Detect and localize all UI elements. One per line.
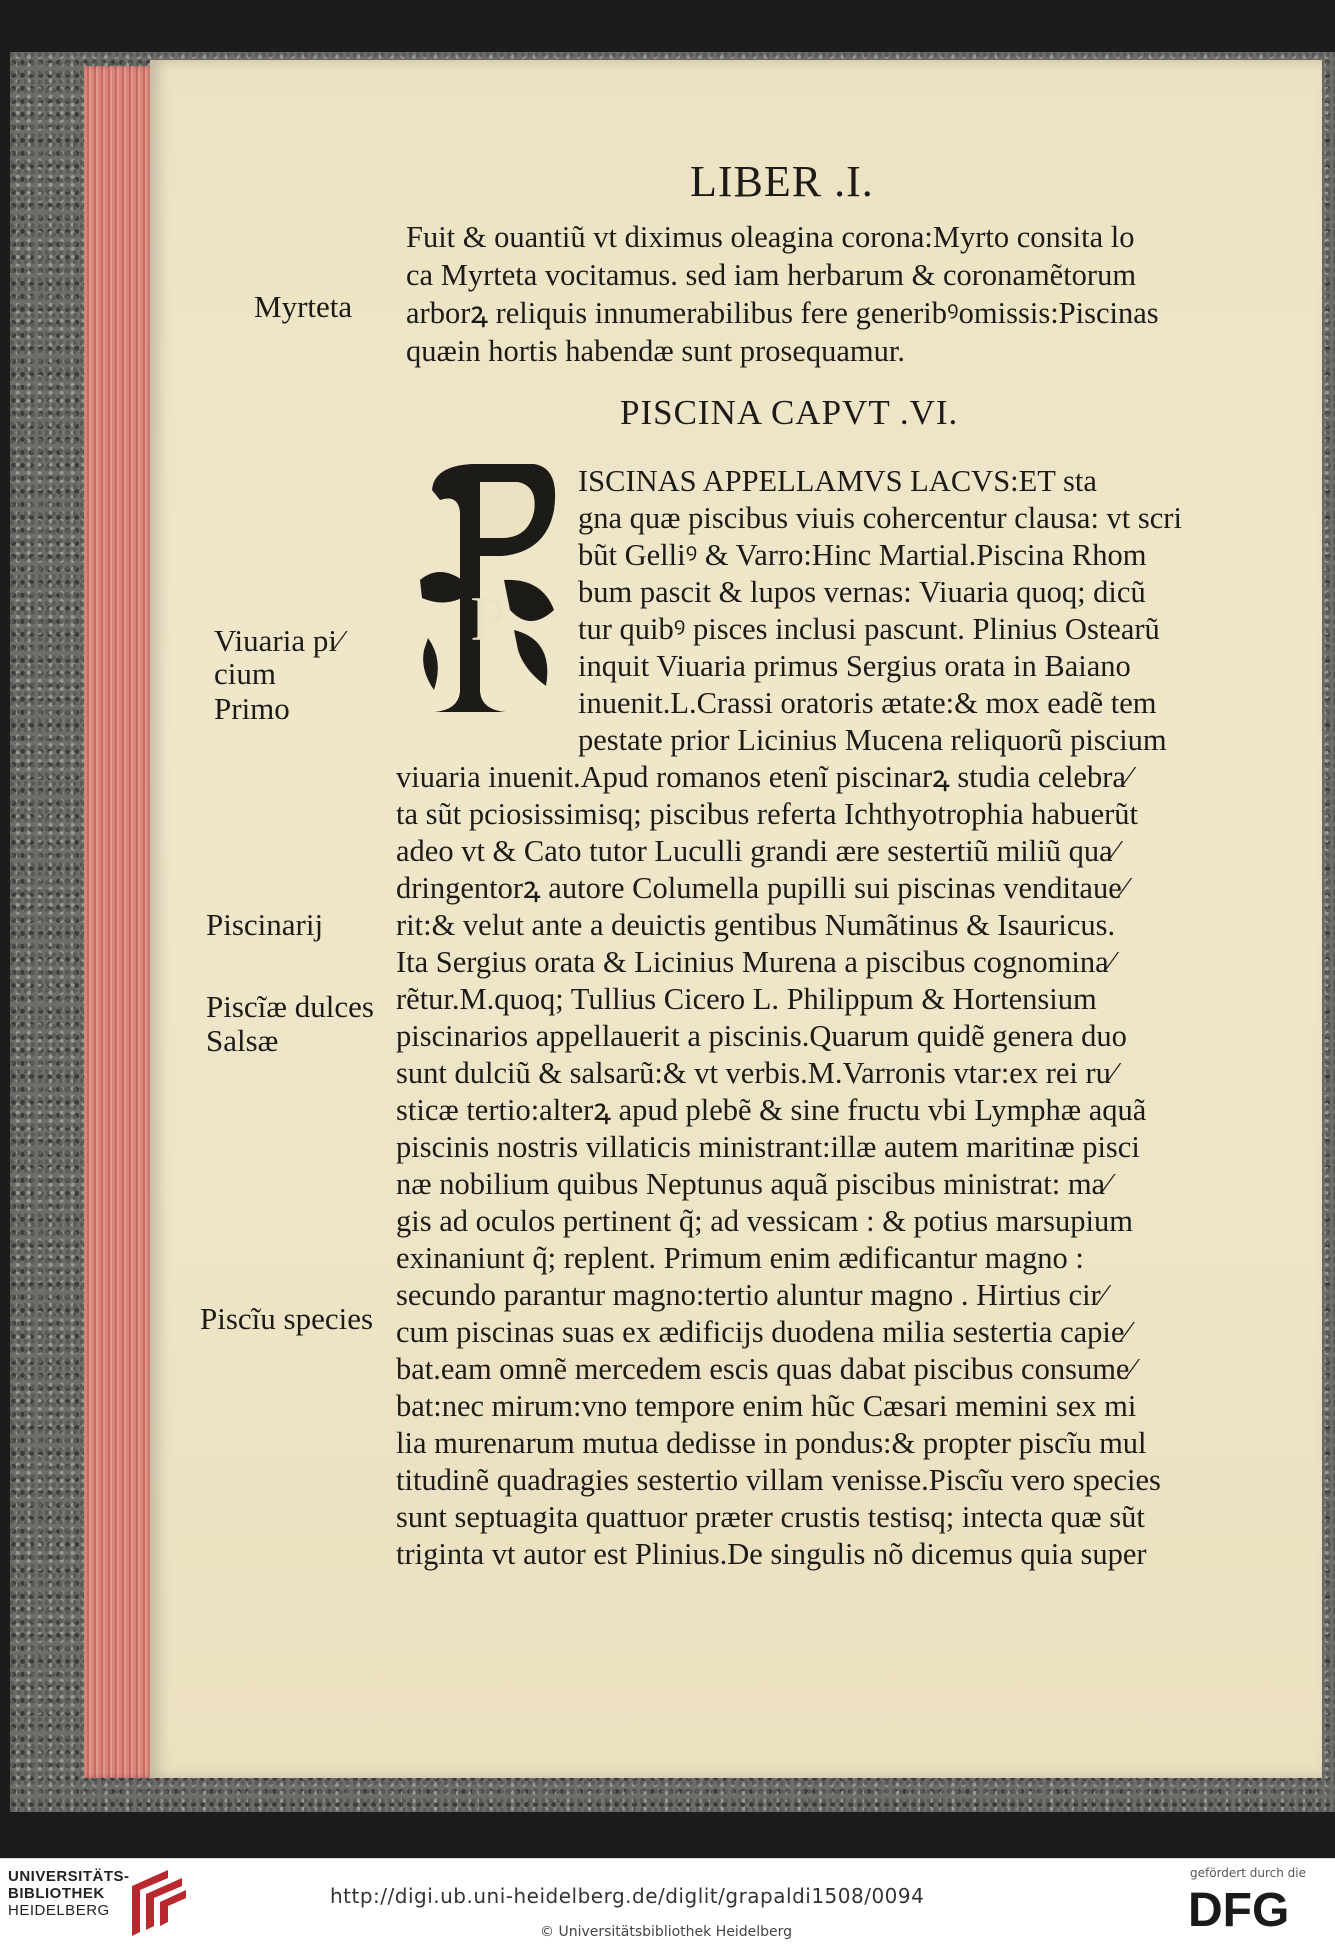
body-line: dringentorꝝ autore Columella pupilli sui piscinas venditaue⁄ xyxy=(396,871,1127,905)
body-line: bat.eam omnẽ mercedem escis quas dabat piscibus consume⁄ xyxy=(396,1352,1135,1386)
body-line: secundo parantur magno:tertio aluntur magno . Hirtius cir⁄ xyxy=(396,1278,1106,1312)
body-line: tur quibꝰ pisces inclusi pascunt. Plinius Ostearũ xyxy=(578,612,1160,646)
drop-cap-text: P xyxy=(470,583,506,654)
body-line: triginta vt autor est Plinius.De singulis nõ dicemus quia super xyxy=(396,1537,1147,1571)
permalink-url[interactable]: http://digi.ub.uni-heidelberg.de/diglit/grapaldi1508/0094 xyxy=(330,1884,925,1908)
body-line: rit:& velut ante a deuictis gentibus Numãtinus & Isauricus. xyxy=(396,908,1116,942)
body-line: næ nobilium quibus Neptunus aquã piscibus ministrat: ma⁄ xyxy=(396,1167,1111,1201)
body-line: inquit Viuaria primus Sergius orata in Baiano xyxy=(578,649,1131,683)
library-logo-icon xyxy=(128,1866,190,1938)
body-line: bat:nec mirum:vno tempore enim hũc Cæsari memini sex mi xyxy=(396,1389,1137,1423)
library-name-line: UNIVERSITÄTS- xyxy=(8,1868,130,1885)
intro-line: quæin hortis habendæ sunt prosequamur. xyxy=(406,334,905,368)
body-line: bum pascit & lupos vernas: Viuaria quoq; dicũ xyxy=(578,575,1146,609)
chapter-title: PISCINA CAPVT .VI. xyxy=(620,393,959,432)
copyright-notice: © Universitätsbibliothek Heidelberg xyxy=(540,1924,793,1940)
body-line: ta sũt pciosissimisq; piscibus referta Ichthyotrophia habuerũt xyxy=(396,797,1139,831)
body-line: adeo vt & Cato tutor Luculli grandi ære sestertiũ miliũ qua⁄ xyxy=(396,834,1118,868)
body-line: sunt dulciũ & salsarũ:& vt verbis.M.Varronis vtar:ex rei ru⁄ xyxy=(396,1056,1117,1090)
dfg-logo-icon xyxy=(1188,1884,1316,1932)
margin-note-viuaria: Viuaria pi⁄ xyxy=(214,623,343,658)
body-line: sunt septuagita quattuor præter crustis testisq; intecta quæ sũt xyxy=(396,1500,1145,1534)
body-line: rẽtur.M.quoq; Tullius Cicero L. Philippum & Hortensium xyxy=(396,982,1097,1016)
dfg-logo-text: DFG xyxy=(1188,1884,1290,1932)
drop-cap-letter xyxy=(414,460,564,725)
library-name-line: HEIDELBERG xyxy=(8,1902,110,1919)
funding-caption: gefördert durch die xyxy=(1190,1866,1306,1880)
body-line: pestate prior Licinius Mucena reliquorũ piscium xyxy=(578,723,1167,757)
body-line: viuaria inuenit.Apud romanos etenĩ piscinarꝝ studia celebra⁄ xyxy=(396,760,1132,794)
intro-line: arborꝝ reliquis innumerabilibus fere generibꝰomissis:Piscinas xyxy=(406,296,1159,330)
body-line: ISCINAS APPELLAMVS LACVS:ET sta xyxy=(578,464,1097,498)
margin-note-viuaria: Primo xyxy=(214,691,290,726)
body-line: sticæ tertio:alterꝝ apud plebẽ & sine fructu vbi Lymphæ aquã xyxy=(396,1093,1147,1127)
page-header: LIBER .I. xyxy=(690,157,874,206)
margin-note-viuaria: cium xyxy=(214,656,276,691)
body-line: inuenit.L.Crassi oratoris ætate:& mox eadẽ tem xyxy=(578,686,1157,720)
library-name-line: BIBLIOTHEK xyxy=(8,1885,105,1902)
body-line: Ita Sergius orata & Licinius Murena a piscibus cognomina⁄ xyxy=(396,945,1114,979)
margin-note-pisciae: Piscĩæ dulces xyxy=(206,989,374,1024)
margin-note-myrteta: Myrteta xyxy=(254,289,353,324)
margin-note-piscium: Piscĩu species xyxy=(200,1301,374,1336)
body-line: piscinis nostris villaticis ministrant:illæ autem maritinæ pisci xyxy=(396,1130,1140,1164)
body-line: exinaniunt q̃; replent. Primum enim ædificantur magno : xyxy=(396,1241,1084,1275)
library-logo-text xyxy=(8,1868,130,1919)
intro-line: Fuit & ouantiũ vt diximus oleagina corona:Myrto consita lo xyxy=(406,220,1135,254)
body-line: cum piscinas suas ex ædificijs duodena milia sestertia capie⁄ xyxy=(396,1315,1130,1349)
intro-line: ca Myrteta vocitamus. sed iam herbarum & coronamẽtorum xyxy=(406,258,1137,292)
margin-note-piscinarii: Piscinarij xyxy=(206,907,324,942)
body-line: piscinarios appellauerit a piscinis.Quarum quidẽ genera duo xyxy=(396,1019,1127,1053)
page-edge xyxy=(84,66,154,1778)
body-line: titudinẽ quadragies sestertio villam venisse.Piscĩu vero species xyxy=(396,1463,1161,1497)
body-line: gna quæ piscibus viuis cohercentur clausa: vt scri xyxy=(578,501,1182,535)
body-line: gis ad oculos pertinent q̃; ad vessicam : & potius marsupium xyxy=(396,1204,1133,1238)
body-line: bũt Gelliꝰ & Varro:Hinc Martial.Piscina Rhom xyxy=(578,538,1147,572)
margin-note-pisciae: Salsæ xyxy=(206,1023,279,1058)
body-line: lia murenarum mutua dedisse in pondus:& propter piscĩu mul xyxy=(396,1426,1147,1460)
